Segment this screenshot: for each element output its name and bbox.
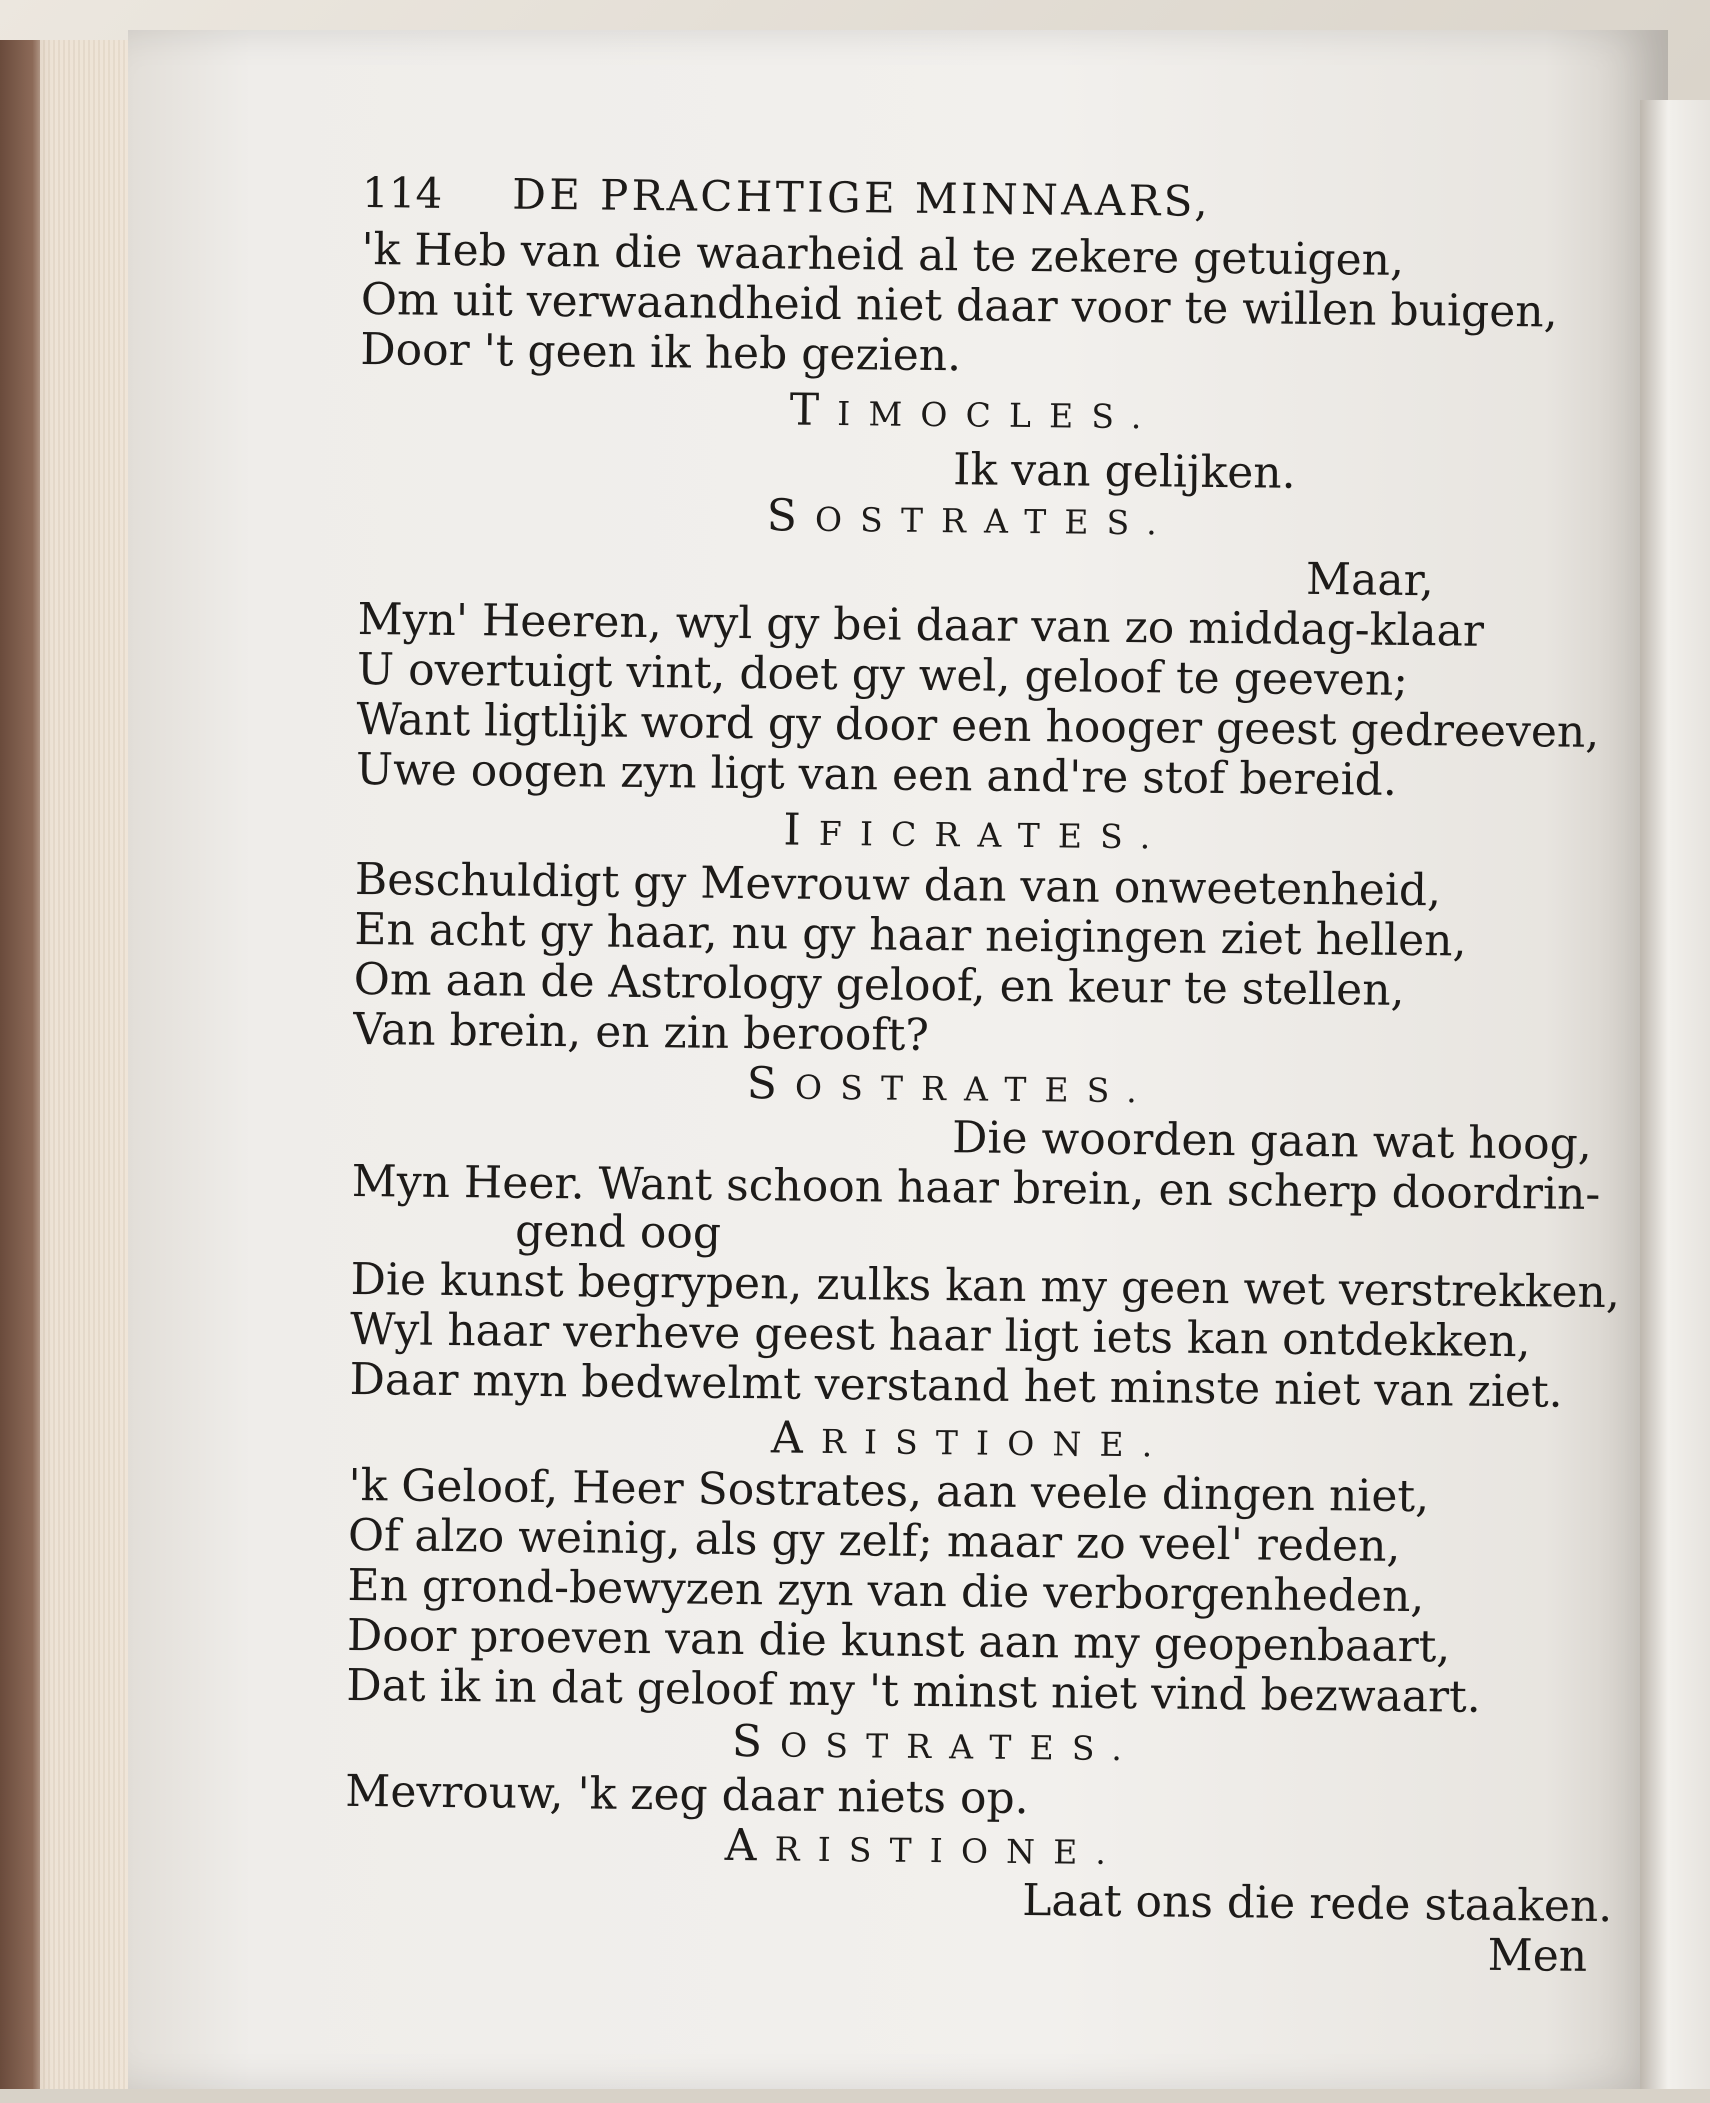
verse-line: Beschuldigt gy Mevrouw dan van onweetenheid,: [354, 853, 1442, 917]
verse-line: Die woorden gaan wat hoog,: [951, 1112, 1593, 1170]
catchword: Men: [1487, 1929, 1588, 1982]
verse-line: Laat ons die rede staaken.: [1021, 1875, 1613, 1933]
speaker-name: SOSTRATES.: [731, 1715, 1141, 1769]
verse-line: Maar,: [1305, 553, 1435, 607]
verse-line: Of alzo weinig, als gy zelf; maar zo veel' reden,: [347, 1509, 1401, 1572]
verse-line: Door proeven van die kunst aan my geopenbaart,: [346, 1609, 1451, 1673]
verse-line: Door 't geen ik heb gezien.: [360, 324, 962, 382]
verse-line: Want ligtlijk word gy door een hooger geest gedreeven,: [356, 693, 1600, 759]
verse-line: Daar myn bedwelmt verstand het minste niet van ziet.: [349, 1353, 1563, 1418]
verse-line: Van brein, en zin berooft?: [353, 1003, 930, 1062]
verse-line: Om uit verwaandheid niet daar voor te willen buigen,: [360, 274, 1558, 338]
speaker-name: SOSTRATES.: [766, 490, 1176, 543]
running-title: DE PRACHTIGE MINNAARS,: [511, 169, 1212, 226]
speaker-name: ARISTIONE.: [724, 1819, 1125, 1873]
verse-line: En acht gy haar, nu gy haar neigingen ziet hellen,: [354, 903, 1467, 967]
verse-line: U overtuigt vint, doet gy wel, geloof te geeven;: [356, 643, 1409, 706]
verse-line: En grond-bewyzen zyn van die verborgenheden,: [347, 1559, 1425, 1623]
verse-line: Om aan de Astrology geloof, en keur te stellen,: [353, 953, 1405, 1016]
verse-line: 'k Heb van die waarheid al te zekere getuigen,: [361, 224, 1405, 286]
verse-line: Mevrouw, 'k zeg daar niets op.: [345, 1765, 1029, 1825]
verse-line: Myn' Heeren, wyl gy bei daar van zo middag-klaar: [357, 593, 1485, 657]
verse-line: Die kunst begrypen, zulks kan my geen wet verstrekken,: [350, 1253, 1621, 1319]
page-number: 114: [361, 168, 443, 218]
speaker-name: SOSTRATES.: [746, 1058, 1156, 1111]
running-header: [362, 168, 1211, 227]
speaker-name: ARISTIONE.: [770, 1412, 1171, 1465]
verse-line: Uwe oogen zyn ligt van een and're stof bereid.: [355, 743, 1398, 806]
speaker-name: IFICRATES.: [783, 804, 1169, 857]
verse-line: 'k Geloof, Heer Sostrates, aan veele dingen niet,: [348, 1459, 1430, 1523]
verse-line: gend oog: [514, 1205, 722, 1259]
verse-line: Ik van gelijken.: [952, 444, 1296, 499]
verse-line: Wyl haar verheve geest haar ligt iets kan ontdekken,: [349, 1303, 1531, 1368]
speaker-name: TIMOCLES.: [789, 384, 1160, 437]
verse-line: Dat ik in dat geloof my 't minst niet vind bezwaart.: [346, 1659, 1482, 1723]
verse-line: Myn Heer. Want schoon haar brein, en scherp doordrin-: [351, 1155, 1601, 1221]
